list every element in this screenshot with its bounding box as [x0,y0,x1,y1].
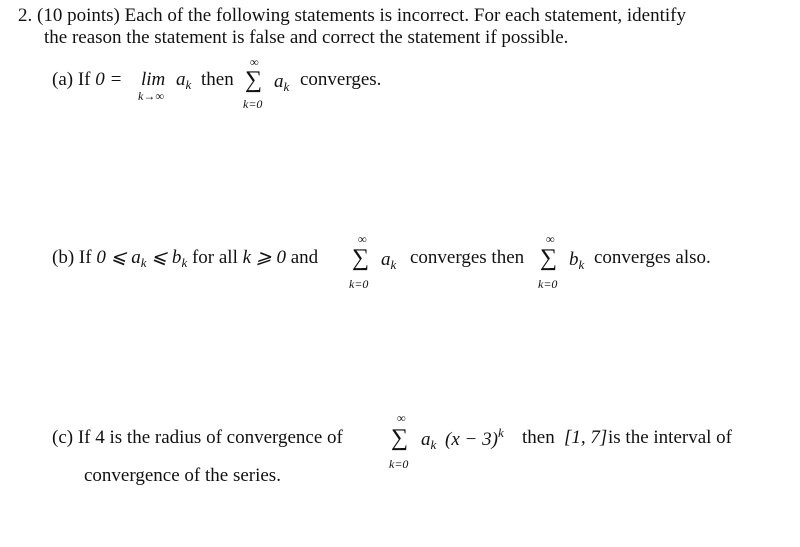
part-c-term: $a_k$ $(x - 3)^k$ [421,425,504,452]
part-b-sum2-upper: ∞ [546,232,555,246]
part-a-lim-subscript: k→∞ [138,89,164,103]
part-a-ak: $a_k$ [176,69,192,92]
problem-header-line1 [18,6,686,25]
part-b-sum2-lower: k=0 [538,277,558,291]
part-c-sum-upper: ∞ [397,411,406,425]
part-a-tail: converges. [300,69,382,90]
problem-number: 2. [18,5,33,26]
part-b-lead: (b) If 0 ⩽ $a_k$ ⩽ $b_k$ for all k ⩾ 0 and [52,247,319,270]
part-b-sum2-term: $b_k$ [569,249,585,272]
part-a-zero-eq: 0 = [95,69,123,90]
part-b-sigma2-icon: ∑ [540,245,558,271]
part-a-sum-term: $a_k$ [274,71,290,94]
part-c-line2: convergence of the series. [84,465,281,486]
problem-instructions: Each of the following statements is incorrect. For each statement, identify [124,5,686,26]
part-a-sigma-icon: ∑ [245,67,263,93]
part-a-then: then [201,69,234,90]
part-c-text1: If 4 is the radius of convergence of [77,427,343,448]
part-b-sum1-term: $a_k$ [381,249,397,272]
problem-points: (10 points) [37,5,120,26]
part-b-sigma1-icon: ∑ [352,245,370,271]
part-a-label: (a) [52,69,74,90]
part-b-sum1-lower: k=0 [349,277,369,291]
part-c-then: then [522,427,555,448]
part-a-lim: lim [141,69,166,90]
part-a-sum-upper: ∞ [250,55,259,69]
part-b-middle: converges then [410,247,525,268]
part-c-sigma-icon: ∑ [391,425,409,451]
part-b-if: If [78,247,92,268]
part-b-label: (b) [52,247,75,268]
part-a-sum-lower: k=0 [243,97,263,111]
part-c-interval: [1, 7] [564,427,608,448]
part-a-if: If [77,69,91,90]
part-c-sum-lower: k=0 [389,457,409,471]
part-b-sum1-upper: ∞ [358,232,367,246]
problem-header-line2: the reason the statement is false and correct the statement if possible. [44,27,569,48]
part-c-lead [52,428,343,447]
part-c-label: (c) [52,427,74,448]
part-b-tail: converges also. [594,247,711,268]
part-c-text2: is the interval of [608,427,732,448]
part-a [52,70,122,89]
